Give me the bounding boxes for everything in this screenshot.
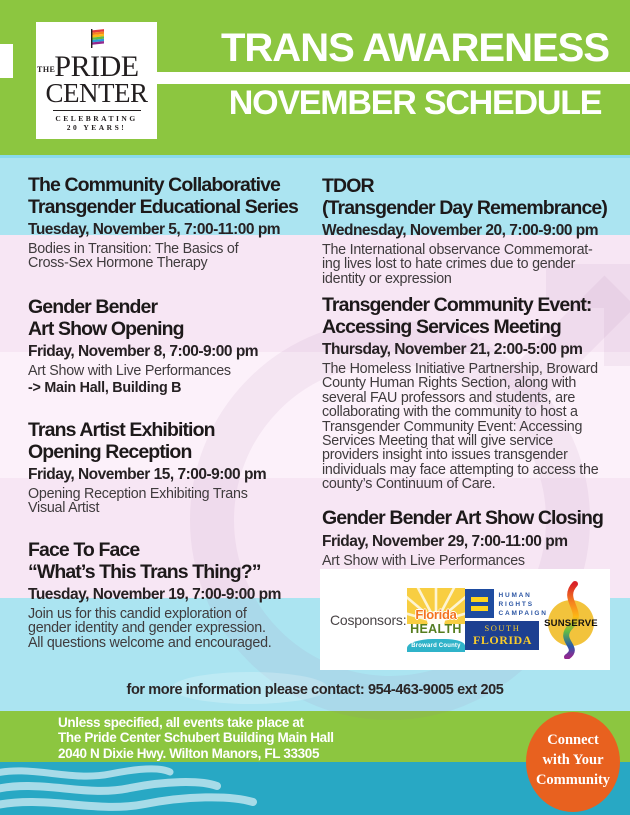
event-desc-line: Art Show with Live Performances [322, 552, 525, 569]
event-desc-line: ing lives lost to hate crimes due to gender [322, 256, 576, 273]
event-title: Transgender Educational Series [28, 195, 298, 218]
event-desc-line: individuals may face attempting to access the [322, 461, 599, 478]
florida-health-broward: Broward County [407, 639, 465, 652]
event-title: The Community Collaborative [28, 174, 280, 196]
florida-health-health: HEALTH [410, 621, 462, 636]
logo-the: THE [37, 65, 56, 74]
badge-line: with Your [542, 752, 604, 768]
hrc-word-campaign: CAMPAIGN [498, 609, 548, 617]
event-desc-line: Opening Reception Exhibiting Trans [28, 486, 248, 502]
logo-center: CENTER [45, 78, 148, 108]
pride-center-logo [36, 22, 157, 139]
event-desc-line: Art Show with Live Performances [28, 363, 231, 379]
cosponsors-box [320, 569, 610, 670]
event-block [28, 420, 326, 516]
event-desc-line: Services Meeting that will give service [322, 433, 554, 450]
hrc-florida: FLORIDA [473, 632, 532, 647]
event-block [322, 508, 620, 568]
event-title: Art Show Opening [28, 317, 184, 340]
event-desc-line: Visual Artist [28, 500, 100, 517]
header-left-white-tab [0, 44, 13, 78]
event-title: Gender Bender Art Show Closing [322, 507, 604, 529]
event-desc-line: Transgender Community Event: Accessing [322, 418, 583, 435]
connect-community-badge [526, 712, 620, 812]
event-date: Friday, November 15, 7:00-9:00 pm [28, 466, 267, 483]
hrc-south: SOUTH [484, 622, 521, 633]
event-block [28, 540, 326, 650]
event-desc-line: several FAU professors and students, are [322, 389, 576, 406]
rainbow-flag-icon [86, 27, 108, 48]
event-title: Face To Face [28, 539, 140, 561]
wave-decoration [0, 763, 270, 815]
address-line: 2040 N Dixie Hwy. Wilton Manors, FL 33305 [58, 745, 320, 761]
header-titles [200, 0, 630, 155]
event-desc-line: county’s Continuum of Care. [322, 476, 496, 493]
event-title: Trans Artist Exhibition [28, 419, 215, 441]
event-block [322, 176, 620, 286]
sunserve-wordmark: SUNSERVE [544, 617, 598, 629]
hrc-wordmark [498, 591, 547, 618]
sunserve-logo [542, 581, 600, 659]
event-title: “What’s This Trans Thing?” [28, 560, 261, 583]
event-location-note: -> Main Hall, Building B [28, 380, 182, 397]
event-title: (Transgender Day Remembrance) [322, 196, 607, 219]
logo-celebrating: CELEBRATING [55, 114, 138, 123]
event-desc-line: The Homeless Initiative Partnership, Broward [322, 361, 598, 377]
hrc-word-rights: RIGHTS [498, 600, 534, 608]
event-desc-line: The International observance Commemorat- [322, 242, 593, 258]
event-desc-line: collaborating with the community to host a [322, 404, 578, 421]
logo-divider [53, 110, 141, 111]
event-desc-line: identity or expression [322, 270, 452, 287]
florida-health-florida: Florida [415, 606, 457, 622]
event-title: TDOR [322, 175, 374, 197]
event-desc-line: Bodies in Transition: The Basics of [28, 241, 239, 257]
event-date: Tuesday, November 5, 7:00-11:00 pm [28, 221, 281, 238]
badge-line: Community [535, 772, 611, 788]
event-date: Wednesday, November 20, 7:00-9:00 pm [322, 222, 599, 239]
hrc-word-human: HUMAN [498, 591, 532, 599]
event-desc-line: All questions welcome and encouraged. [28, 634, 272, 651]
event-block [28, 175, 326, 271]
contact-info: for more information please contact: 954-463-9005 ext 205 [126, 682, 504, 698]
hrc-south-florida-bar [465, 621, 539, 650]
event-block [322, 295, 620, 492]
event-date: Friday, November 29, 7:00-11:00 pm [322, 532, 568, 550]
title-trans-awareness: TRANS AWARENESS [220, 26, 609, 70]
logo-years: 20 YEARS! [66, 123, 127, 132]
florida-health-logo [407, 588, 465, 652]
event-desc-line: providers insight into issues transgender [322, 447, 568, 464]
event-date: Tuesday, November 19, 7:00-9:00 pm [28, 586, 281, 603]
address-line: Unless specified, all events take place at [58, 715, 304, 730]
event-title: Gender Bender [28, 296, 158, 318]
cosponsors-label: Cosponsors: [330, 611, 407, 628]
hrc-south-florida-logo [465, 589, 548, 651]
logo-pride: PRIDE [54, 50, 139, 83]
badge-line: Connect [547, 732, 599, 748]
hrc-equality-icon [465, 589, 494, 618]
event-desc-line: County Human Rights Section, along with [322, 375, 577, 392]
footer-address [58, 715, 334, 761]
event-block [28, 297, 326, 396]
event-desc-line: gender identity and gender expression. [28, 620, 266, 637]
event-date: Thursday, November 21, 2:00-5:00 pm [322, 341, 583, 358]
event-date: Friday, November 8, 7:00-9:00 pm [28, 343, 259, 360]
event-title: Opening Reception [28, 440, 192, 463]
address-line: The Pride Center Schubert Building Main Hall [58, 730, 334, 746]
event-title: Accessing Services Meeting [322, 315, 561, 338]
event-title: Transgender Community Event: [322, 294, 592, 316]
event-desc-line: Cross-Sex Hormone Therapy [28, 255, 208, 272]
title-november-schedule: NOVEMBER SCHEDULE [228, 84, 602, 122]
event-desc-line: Join us for this candid exploration of [28, 606, 247, 622]
